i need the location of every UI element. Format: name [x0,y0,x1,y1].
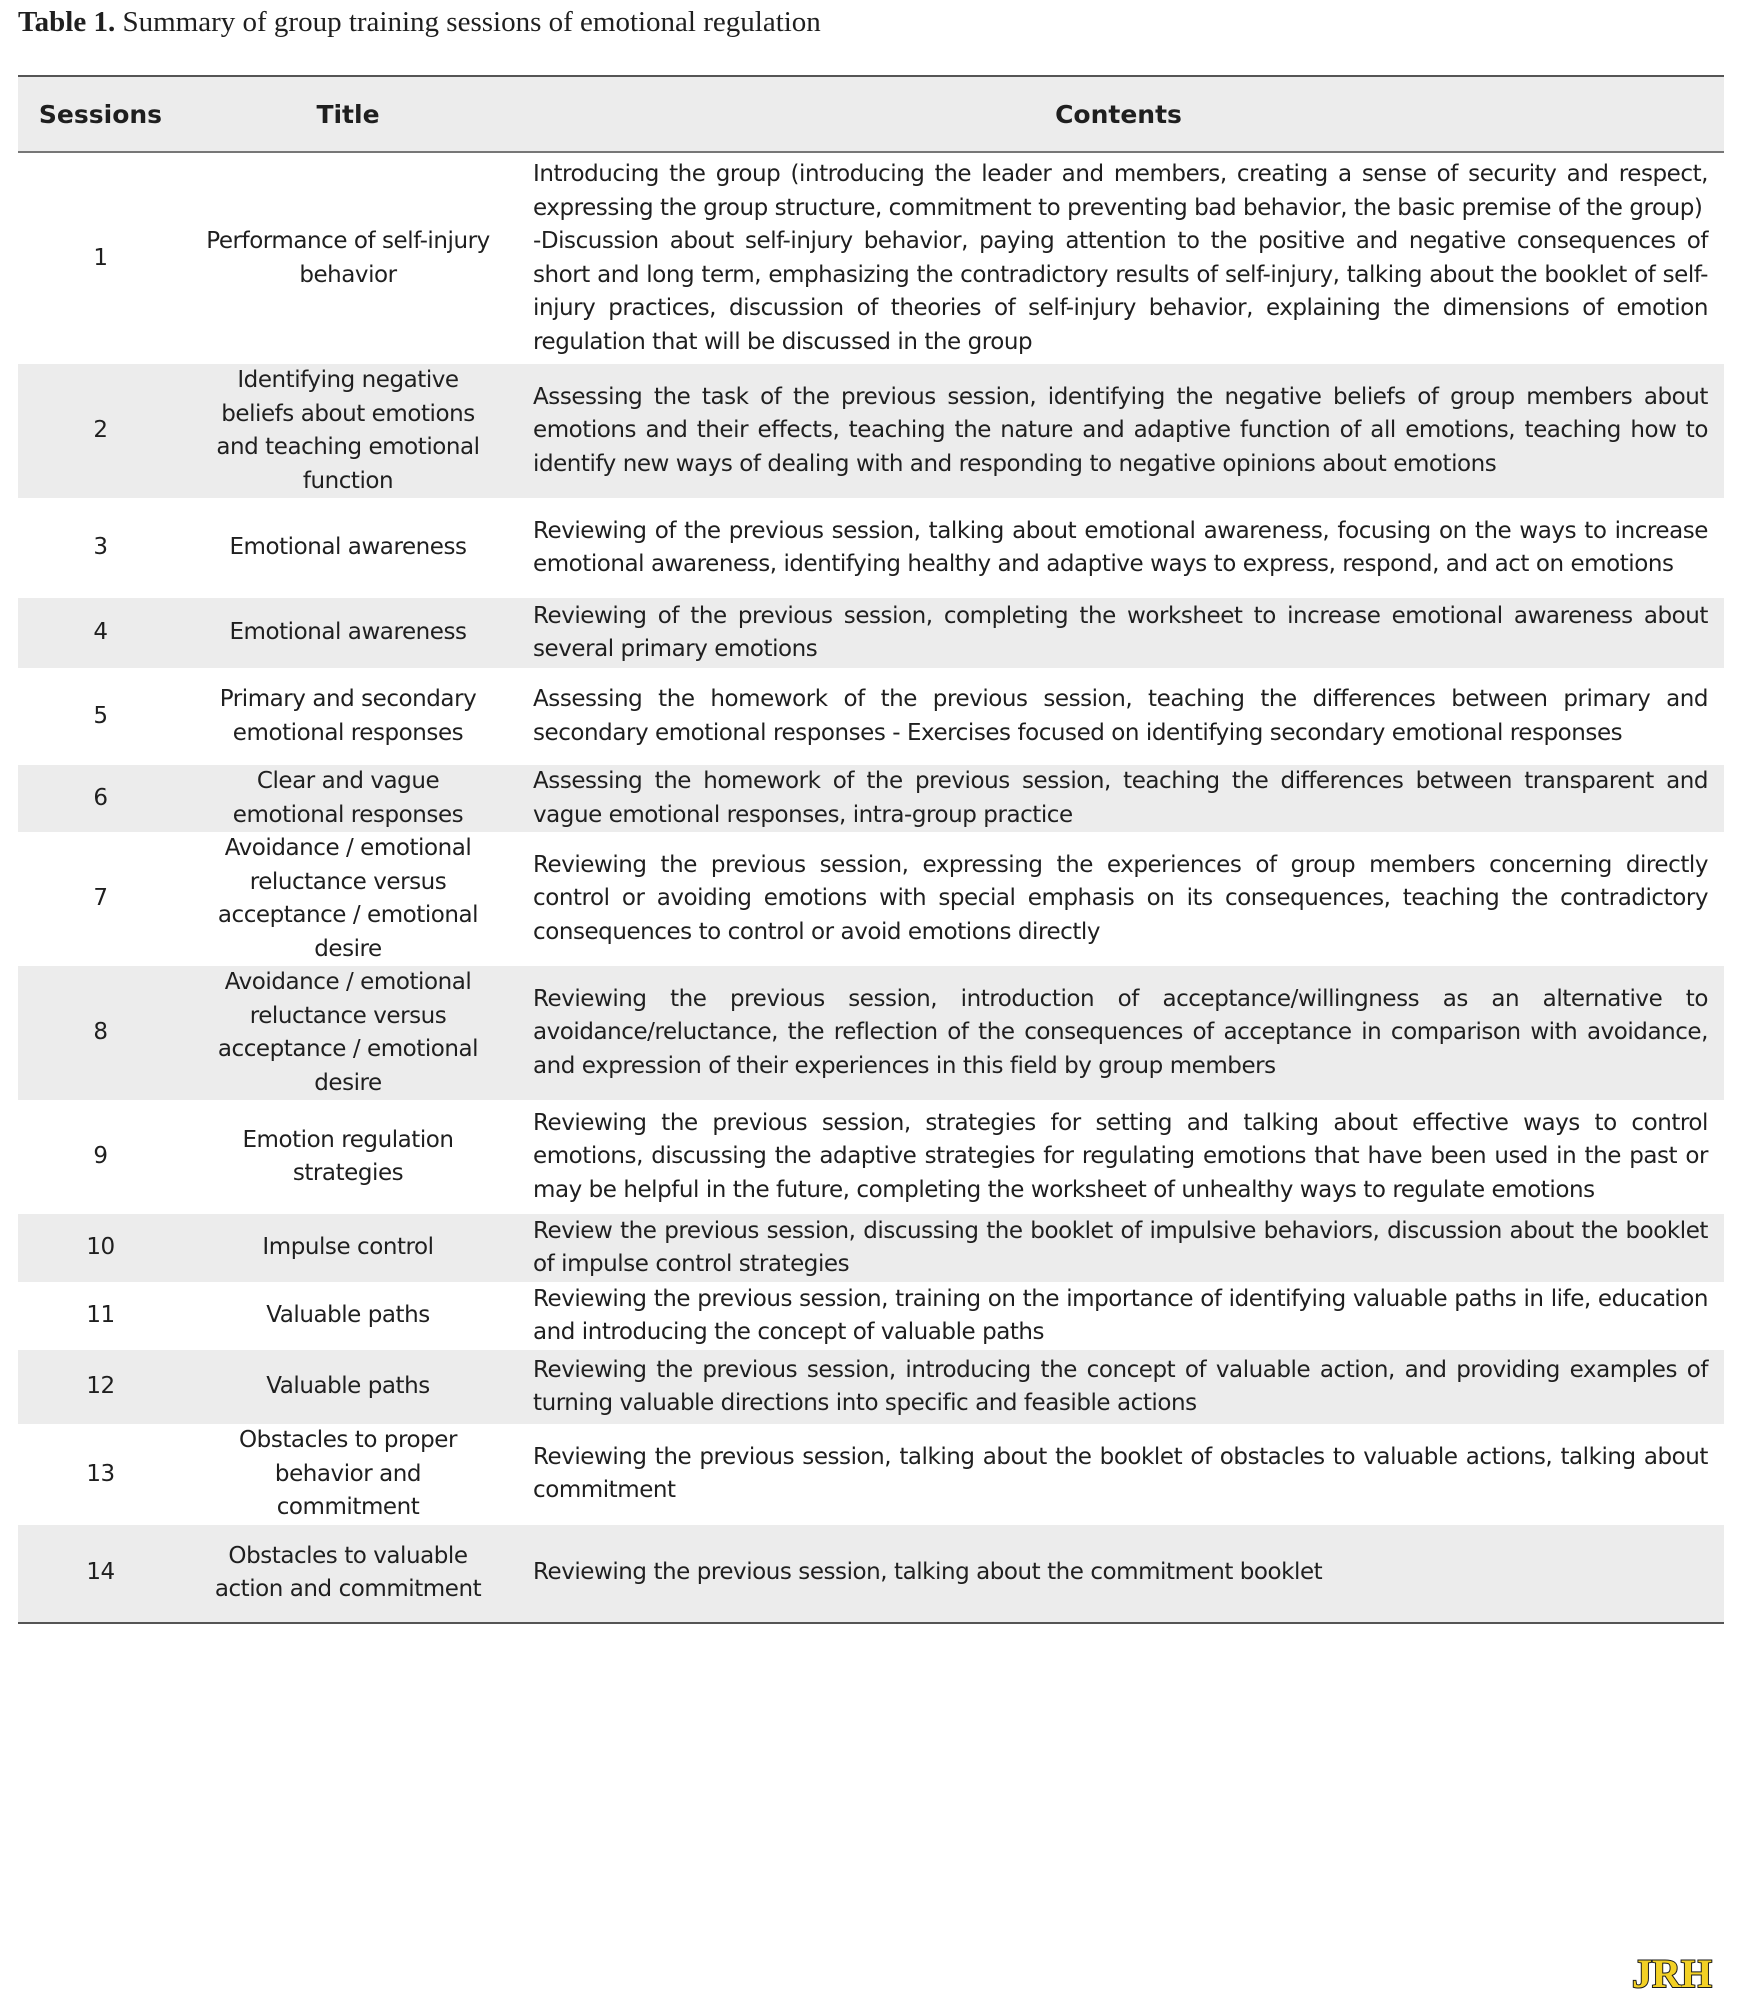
session-title: Obstacles to valuable action and commitment [183,1525,513,1623]
table-row [18,1282,1724,1350]
table-row [18,1424,1724,1525]
session-title: Emotion regulation strategies [242,1126,454,1186]
contents-paragraph: -Discussion about self-injury behavior, paying attention to the positive and negative consequences of short and long term, emphasizing the contradictory results of self-injury, talking about the booklet of self-injury practices, discussion of theories of self-injury behavior, explaining the dimensions of emotion regulation that will be discussed in the group [533,228,1708,355]
table-row [18,1214,1724,1282]
table-row [18,364,1724,498]
session-number: 10 [18,1214,183,1282]
session-title: Identifying negative beliefs about emotions and teaching emotional function [183,364,513,498]
table-row [18,966,1724,1100]
session-contents [513,498,1724,598]
session-contents [513,1214,1724,1282]
table-row [18,1350,1724,1424]
session-contents [513,1282,1724,1350]
session-title: Avoidance / emotional reluctance versus acceptance / emotional desire [183,966,513,1100]
session-number: 12 [18,1350,183,1424]
journal-logo [1622,1950,1722,1994]
table-row [18,498,1724,598]
session-contents [513,966,1724,1100]
session-number: 9 [93,1143,108,1170]
header-title: Title [183,76,513,152]
contents-paragraph: Reviewing the previous session, strategies for setting and talking about effective ways to control emotions, discussing the adaptive strategies for regulating emotions that have been used in the past or may be helpful in the future, completing the worksheet of unhealthy ways to regulate emotions [533,1109,1708,1203]
table-row [18,152,1724,364]
session-title: Clear and vague emotional responses [183,765,513,832]
session-contents [513,765,1724,832]
header-contents: Contents [513,76,1724,152]
session-contents [513,668,1724,765]
contents-paragraph: Reviewing the previous session, talking about the commitment booklet [533,1559,1323,1586]
session-number: 1 [93,244,108,271]
table-caption-label: Table 1. [18,6,116,38]
session-number: 14 [18,1525,183,1623]
table-header-row [18,76,1724,152]
session-number: 5 [93,702,108,729]
session-title: Primary and secondary emotional responses [219,686,477,746]
session-title: Performance of self-injury behavior [206,228,490,288]
table-row [18,832,1724,966]
session-contents [513,1100,1724,1214]
session-title: Valuable paths [183,1350,513,1424]
session-title: Avoidance / emotional reluctance versus acceptance / emotional desire [217,835,479,962]
contents-paragraph: Assessing the task of the previous session, identifying the negative beliefs of group members about emotions and their effects, teaching the nature and adaptive function of all emotions, teaching how to identify new ways of dealing with and responding to negative opinions about emotions [533,383,1708,477]
session-number: 6 [18,765,183,832]
session-title: Emotional awareness [183,598,513,668]
session-contents [513,1525,1724,1623]
contents-paragraph: Assessing the homework of the previous session, teaching the differences between transparent and vague emotional responses, intra-group practice [533,768,1708,828]
contents-paragraph: Reviewing the previous session, introducing the concept of valuable action, and providing examples of turning valuable directions into specific and feasible actions [533,1356,1708,1416]
table-row [18,1525,1724,1623]
session-title: Emotional awareness [229,534,467,561]
table-caption-text: Summary of group training sessions of emotional regulation [122,6,821,38]
table-row [18,598,1724,668]
contents-paragraph: Reviewing the previous session, training on the importance of identifying valuable paths in life, education and introducing the concept of valuable paths [533,1285,1708,1345]
journal-logo-graphic [1622,1950,1722,1994]
session-contents [513,832,1724,966]
contents-paragraph: Review the previous session, discussing the booklet of impulsive behaviors, discussion about the booklet of impulse control strategies [533,1217,1708,1277]
session-number: 11 [86,1302,115,1329]
contents-paragraph: Assessing the homework of the previous session, teaching the differences between primary and secondary emotional responses - Exercises focused on identifying secondary emotional responses [533,686,1708,746]
session-contents [513,598,1724,668]
session-title: Valuable paths [266,1302,430,1329]
session-contents [513,152,1724,364]
contents-paragraph: Reviewing of the previous session, talking about emotional awareness, focusing on the ways to increase emotional awareness, identifying healthy and adaptive ways to express, respond, and act on emotions [533,517,1708,577]
contents-paragraph: Reviewing the previous session, expressing the experiences of group members concerning directly control or avoiding emotions with special emphasis on its consequences, teaching the contradictory consequences to control or avoid emotions directly [533,851,1708,945]
table-caption [18,6,821,39]
table-row [18,668,1724,765]
session-contents [513,1350,1724,1424]
contents-paragraph: Reviewing the previous session, talking about the booklet of obstacles to valuable actions, talking about commitment [533,1443,1708,1504]
contents-paragraph: Reviewing of the previous session, completing the worksheet to increase emotional awareness about several primary emotions [533,602,1708,662]
sessions-table [18,75,1724,1624]
session-number: 2 [18,364,183,498]
table-body [18,152,1724,1623]
session-number: 4 [18,598,183,668]
contents-paragraph: Introducing the group (introducing the leader and members, creating a sense of security and respect, expressing the group structure, commitment to preventing bad behavior, the basic premise of the group) [533,161,1708,221]
session-contents [513,364,1724,498]
session-title: Impulse control [183,1214,513,1282]
table-row [18,1100,1724,1214]
session-number: 3 [93,534,108,561]
header-sessions: Sessions [18,76,183,152]
session-title: Obstacles to proper behavior and commitment [239,1427,457,1520]
session-number: 8 [18,966,183,1100]
journal-logo-text: JRH [1632,1951,1712,1994]
contents-paragraph: Reviewing the previous session, introduction of acceptance/willingness as an alternative to avoidance/reluctance, the reflection of the consequences of acceptance in comparison with avoidance, and expression of their experiences in this field by group members [533,985,1708,1079]
session-contents [513,1424,1724,1525]
table-row [18,765,1724,832]
session-number: 13 [86,1460,115,1487]
session-number: 7 [93,885,108,912]
